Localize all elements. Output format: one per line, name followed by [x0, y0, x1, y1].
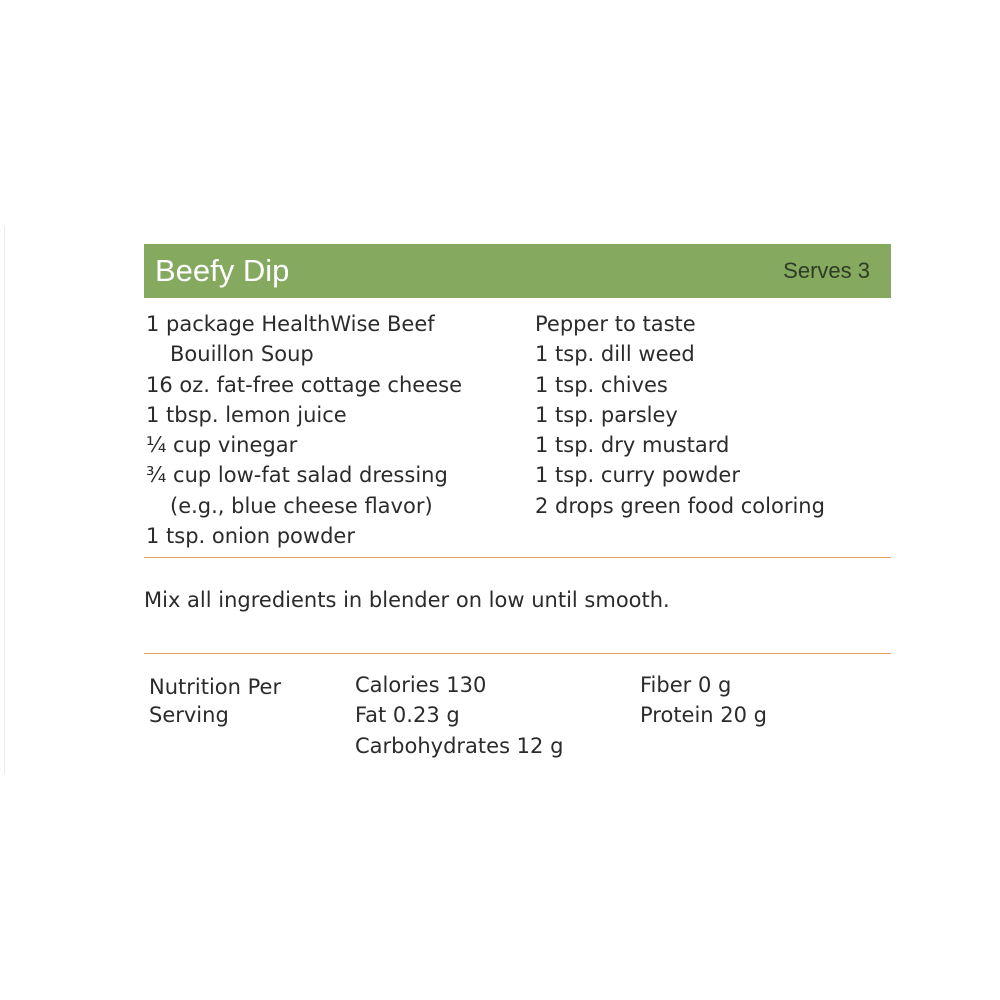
ingredient-item	[146, 521, 526, 551]
ingredient-item: 1 tsp. parsley	[535, 402, 678, 427]
nutrition-column	[355, 670, 563, 761]
ingredient-item	[146, 400, 526, 430]
card-edge	[4, 226, 5, 774]
ingredient-text: 16 oz. fat-free cottage cheese	[146, 372, 462, 397]
ingredient-text-continued: (e.g., blue cheese flavor)	[170, 493, 433, 518]
directions-text: Mix all ingredients in blender on low until smooth.	[144, 588, 670, 612]
ingredient-item: Pepper to taste	[535, 312, 696, 336]
nutrition-fact: Protein 20 g	[640, 703, 768, 728]
nutrition-fact: Fiber 0 g	[640, 673, 732, 697]
nutrition-column	[640, 670, 767, 731]
divider	[144, 653, 891, 654]
ingredient-text: 1 tbsp. lemon juice	[146, 402, 347, 427]
ingredient-item	[146, 430, 526, 460]
ingredient-item	[146, 460, 526, 521]
divider	[144, 557, 891, 558]
nutrition-fact: Calories 130	[355, 673, 487, 697]
recipe-header	[144, 244, 891, 298]
ingredient-text: ¾ cup low-fat salad dressing	[146, 463, 448, 488]
ingredient-item: 1 tsp. chives	[535, 372, 668, 397]
nutrition-fact: Carbohydrates 12 g	[355, 733, 564, 758]
ingredient-text: 1 tsp. onion powder	[146, 524, 355, 549]
ingredient-text-continued: Bouillon Soup	[170, 342, 314, 367]
ingredient-item: 2 drops green food coloring	[535, 493, 825, 518]
ingredient-text: ¼ cup vinegar	[146, 433, 298, 458]
ingredients-right-list	[535, 309, 875, 521]
ingredient-item: 1 tsp. curry powder	[535, 463, 740, 488]
servings-label: Serves 3	[783, 258, 870, 283]
ingredient-item	[146, 370, 526, 400]
ingredient-item: 1 tsp. dill weed	[535, 342, 695, 367]
ingredient-text: 1 package HealthWise Beef	[146, 312, 435, 336]
nutrition-fact: Fat 0.23 g	[355, 703, 460, 728]
ingredient-item	[146, 309, 526, 370]
recipe-title: Beefy Dip	[155, 253, 290, 288]
ingredients-left-list	[146, 309, 526, 551]
nutrition-label: Nutrition Per Serving	[149, 675, 282, 727]
ingredient-item: 1 tsp. dry mustard	[535, 433, 730, 458]
